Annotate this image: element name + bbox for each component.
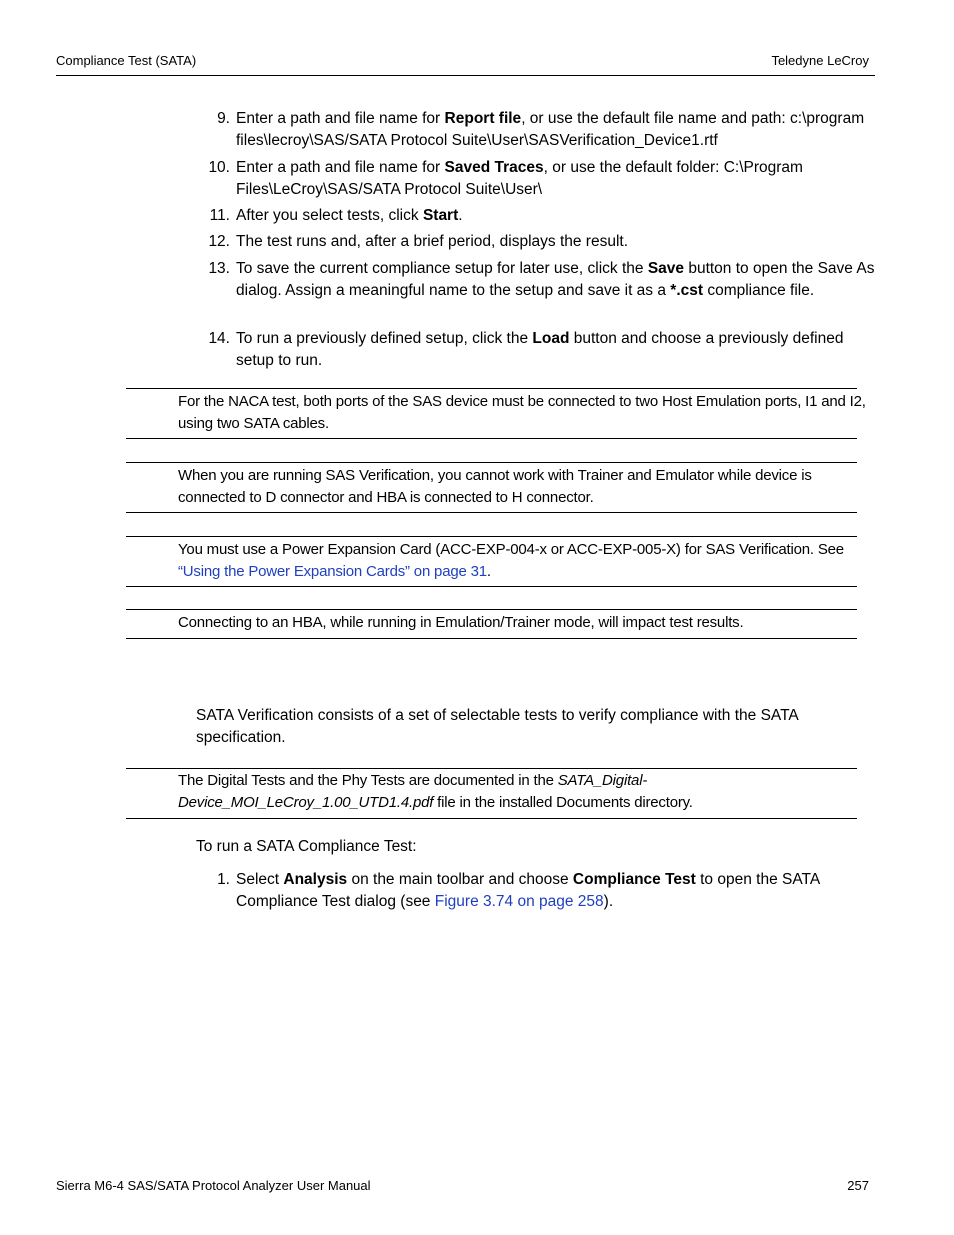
step-number: 13. <box>208 260 230 277</box>
run-intro: To run a SATA Compliance Test: <box>196 838 417 855</box>
header-rule <box>56 75 875 76</box>
list-item: 12. The test runs and, after a brief period, displays the result. <box>200 231 880 253</box>
step-number: 12. <box>208 233 230 250</box>
step-number: 14. <box>208 330 230 347</box>
step-number: 1. <box>217 871 230 888</box>
running-header-title: Compliance Test (SATA) <box>56 53 197 68</box>
save-term: Save <box>647 260 685 277</box>
figure-link[interactable]: Figure 3.74 on page 258 <box>434 892 604 910</box>
page-number: 257 <box>847 1178 869 1193</box>
running-header-company: Teledyne LeCroy <box>771 53 869 68</box>
sata-intro-paragraph: SATA Verification consists of a set of selectable tests to verify compliance with the SATA specification. <box>196 707 798 746</box>
list-item: 9. Enter a path and file name for Report file, or use the default file name and path: c:\program files\lecroy\SAS/SATA Protocol Suite\User\SASVerification_Device1.rtf <box>200 108 880 151</box>
step-number: 9. <box>217 110 230 127</box>
analysis-term: Analysis <box>283 871 348 888</box>
list-item: 14. To run a previously defined setup, click the Load button and choose a previously defined setup to run. <box>200 328 880 371</box>
start-term: Start <box>422 207 459 224</box>
list-item: 11. After you select tests, click Start. <box>200 205 880 227</box>
moi-file-name: SATA_Digital-Device_MOI_LeCroy_1.00_UTD1.4.pdf <box>178 772 648 811</box>
note-trainer: When you are running SAS Verification, you cannot work with Trainer and Emulator while device is connected to D connector and HBA is connected to H connector. <box>126 462 857 513</box>
note-digital-tests: The Digital Tests and the Phy Tests are documented in the SATA_Digital-Device_MOI_LeCroy_1.00_UTD1.4.pdf file in the installed Documents directory. <box>126 768 857 819</box>
step-number: 11. <box>209 207 230 224</box>
note-power-expansion: You must use a Power Expansion Card (ACC-EXP-004-x or ACC-EXP-005-X) for SAS Verification. See “Using the Power Expansion Cards” on page 31. <box>126 536 857 587</box>
compliance-test-term: Compliance Test <box>572 871 696 888</box>
saved-traces-term: Saved Traces <box>444 159 544 176</box>
step-number: 10. <box>208 159 230 176</box>
list-item: 1. Select Analysis on the main toolbar and choose Compliance Test to open the SATA Compliance Test dialog (see Figure 3.74 on page 258). <box>200 869 880 912</box>
note-naca: For the NACA test, both ports of the SAS device must be connected to two Host Emulation ports, I1 and I2, using two SATA cables. <box>126 388 857 439</box>
list-item: 10. Enter a path and file name for Saved Traces, or use the default folder: C:\Program Files\LeCroy\SAS/SATA Protocol Suite\User\ <box>200 157 880 200</box>
power-expansion-link[interactable]: “Using the Power Expansion Cards” on page 31 <box>178 563 487 580</box>
note-hba: Connecting to an HBA, while running in Emulation/Trainer mode, will impact test results. <box>126 609 857 639</box>
report-file-term: Report file <box>444 110 522 127</box>
load-term: Load <box>532 330 570 347</box>
footer-title: Sierra M6-4 SAS/SATA Protocol Analyzer User Manual <box>56 1178 371 1193</box>
list-item: 13. To save the current compliance setup for later use, click the Save button to open the Save As dialog. Assign a meaningful name to the setup and save it as a *.cst compliance file. <box>200 258 880 301</box>
cst-term: *.cst <box>670 281 704 299</box>
